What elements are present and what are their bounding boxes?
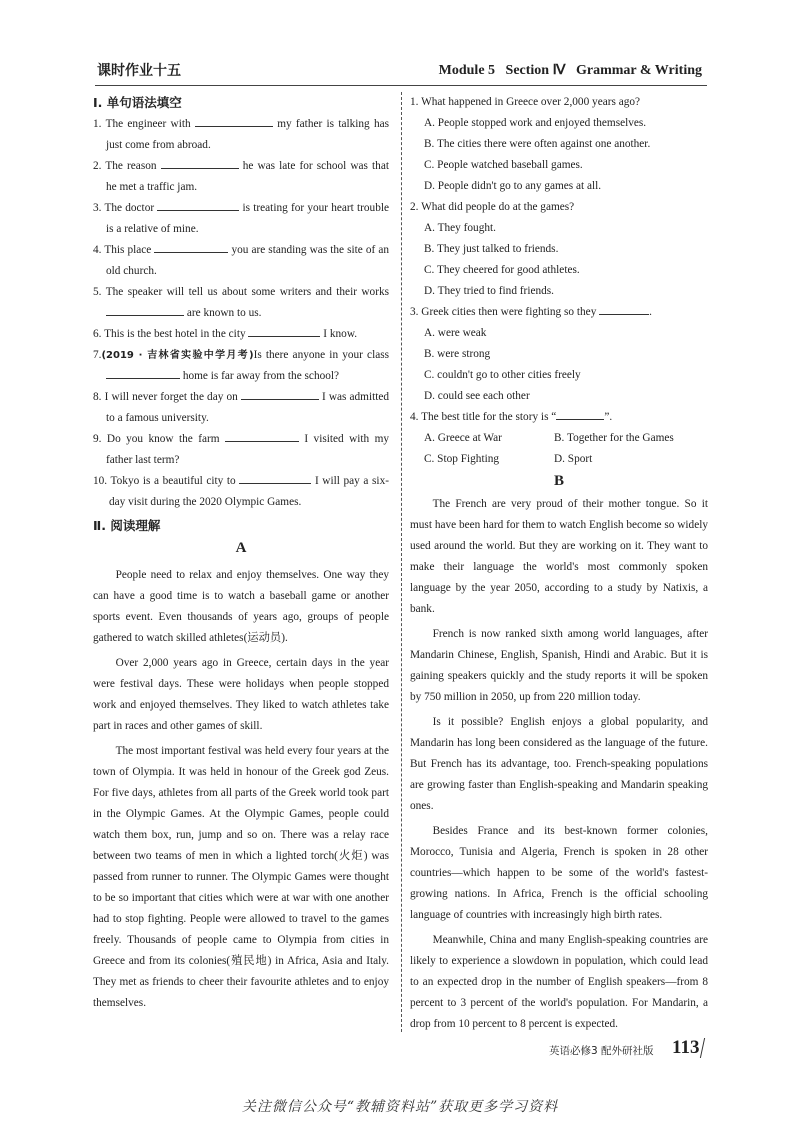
passage-paragraph: Is it possible? English enjoys a global popularity, and Mandarin has long been considered as the language of the future. But French has its advantage, too. French-speaking populations are growing faster than English-speaking and Mandarin speaking ones. (410, 716, 708, 812)
passage-a (93, 565, 389, 1014)
answer-blank[interactable] (225, 429, 299, 442)
answer-blank[interactable] (161, 156, 239, 169)
section-1-title: Ⅰ. 单句语法填空 (93, 95, 182, 110)
book-edition-label: 英语必修3 配外研社版 (549, 1045, 654, 1057)
left-column (93, 92, 389, 1014)
answer-option[interactable]: A. People stopped work and enjoyed themselves. (424, 117, 647, 129)
answer-option[interactable]: D. They tried to find friends. (424, 285, 554, 297)
fill-in-question: 6. This is the best hotel in the city I know. (93, 324, 389, 345)
answer-blank[interactable] (157, 198, 239, 211)
fill-in-question: 4. This place you are standing was the site of an old church. (93, 240, 389, 282)
answer-option[interactable]: B. They just talked to friends. (424, 243, 559, 255)
passage-a-label: A (235, 540, 247, 556)
question-3 (410, 302, 708, 407)
passage-paragraph: Besides France and its best-known former colonies, Morocco, Tunisia and Algeria, French is spoken in 28 other countries—which happen to be some of the world's fastest-growing nations. In Africa, French is the official schooling language of countries with increasingly high birth rates. (410, 825, 708, 921)
page-slash (700, 1038, 706, 1058)
question-stem: 2. What did people do at the games? (410, 201, 575, 213)
answer-option[interactable]: B. were strong (424, 348, 491, 360)
answer-option[interactable]: D. could see each other (424, 390, 530, 402)
answer-blank[interactable] (106, 366, 180, 379)
right-column (410, 92, 708, 1035)
answer-blank[interactable] (154, 240, 228, 253)
answer-option[interactable]: B. The cities there were often against one another. (424, 138, 651, 150)
fill-in-question: 9. Do you know the farm I visited with my father last term? (93, 429, 389, 471)
answer-option[interactable]: D. People didn't go to any games at all. (424, 180, 602, 192)
answer-blank[interactable] (239, 471, 311, 484)
passage-paragraph: Over 2,000 years ago in Greece, certain days in the year were festival days. These were holidays when people stopped work and enjoyed themselves. They liked to watch athletes take part in races and other games of skill. (93, 657, 389, 732)
question-stem: 1. What happened in Greece over 2,000 years ago? (410, 96, 641, 108)
fill-in-question: 7.(2019 · 吉林省实验中学月考)Is there anyone in your class home is far away from the school? (93, 349, 390, 382)
header-rule (95, 85, 707, 86)
answer-option[interactable]: D. Sport (554, 453, 593, 465)
answer-option[interactable]: A. Greece at War (424, 432, 502, 444)
answer-option[interactable]: C. couldn't go to other cities freely (424, 369, 581, 381)
passage-paragraph: Meanwhile, China and many English-speaking countries are likely to experience a slowdown in population, which could lead to an expected drop in the number of English speakers—from 8 percent to 3 percent of the world's population. For Mandarin, a drop from 10 percent to 8 percent is expected. (410, 934, 708, 1030)
question-stem: 3. Greek cities then were fighting so they . (410, 302, 708, 323)
passage-paragraph: French is now ranked sixth among world languages, after Mandarin Chinese, English, Spanish, Hindi and Arabic. But it is gaining speakers quickly and the study reports it will be spoken by 750 million in 2050, up from 220 million today. (410, 628, 708, 703)
answer-blank[interactable] (556, 407, 604, 420)
answer-blank[interactable] (599, 302, 649, 315)
answer-option[interactable]: A. They fought. (424, 222, 496, 234)
fill-in-question: 5. The speaker will tell us about some writers and their works are known to us. (93, 286, 390, 319)
page-number: 113 (672, 1037, 700, 1058)
answer-option[interactable]: C. People watched baseball games. (424, 159, 583, 171)
worksheet-title: 课时作业十五 (97, 63, 181, 79)
passage-paragraph: The French are very proud of their mother tongue. So it must have been hard for them to watch English become so widely used around the world. But they are working on it. They want to make their language the world's most commonly spoken language by the year 2050, according to a study by Natixis, a bank. (410, 498, 708, 615)
fill-in-question: 8. I will never forget the day on I was admitted to a famous university. (93, 387, 389, 429)
fill-in-question: 2. The reason he was late for school was that he met a traffic jam. (93, 156, 389, 198)
fill-in-question: 3. The doctor is treating for your heart trouble is a relative of mine. (93, 198, 389, 240)
passage-paragraph: People need to relax and enjoy themselves. One way they can have a good time is to watch a baseball game or another sports event. Even thousands of years ago, groups of people gathered to watch skilled athletes(运动员). (93, 569, 389, 644)
fill-in-question: 1. The engineer with my father is talking has just come from abroad. (93, 114, 389, 156)
answer-option[interactable]: C. Stop Fighting (424, 453, 500, 465)
question-1 (410, 92, 708, 197)
option-row (410, 449, 708, 470)
answer-option[interactable]: A. were weak (424, 327, 487, 339)
question-stem: 4. The best title for the story is “ ”. (410, 407, 708, 428)
answer-option[interactable]: B. Together for the Games (554, 432, 674, 444)
answer-option[interactable]: C. They cheered for good athletes. (424, 264, 580, 276)
passage-b (410, 494, 708, 1035)
question-4 (410, 407, 708, 470)
option-row (410, 428, 708, 449)
passage-paragraph: The most important festival was held every four years at the town of Olympia. It was held in honour of the Greek god Zeus. For five days, athletes from all parts of the Greek world took part in the Olympic Games. At the Olympic Games, people could watch them box, run, jump and so on. There was a relay race between two teams of men in which a lighted torch(火炬) was passed from runner to runner. The Olympic Games were thought to be so important that cities which were at war with one another had to stop fighting. People were allowed to travel to the games freely. Thousands of people came to Olympia from cities in Greece and from its colonies(殖民地) in Africa, Asia and Italy. They met as friends to cheer their favourite athletes and to enjoy themselves. (93, 745, 389, 1009)
promo-text: 关注微信公众号“教辅资料站”获取更多学习资料 (241, 1099, 559, 1115)
answer-blank[interactable] (106, 303, 184, 316)
column-divider (401, 92, 402, 1032)
answer-blank[interactable] (248, 324, 320, 337)
module-heading: Module 5 Section Ⅳ Grammar & Writing (438, 63, 702, 78)
passage-b-label: B (553, 473, 564, 489)
answer-blank[interactable] (241, 387, 319, 400)
fill-in-question: 10. Tokyo is a beautiful city to I will pay a six-day visit during the 2020 Olympic Games. (93, 471, 389, 513)
section-2-title: Ⅱ. 阅读理解 (93, 518, 161, 533)
answer-blank[interactable] (195, 114, 273, 127)
question-2 (410, 197, 708, 302)
question-source: (2019 · 吉林省实验中学月考) (101, 350, 254, 361)
